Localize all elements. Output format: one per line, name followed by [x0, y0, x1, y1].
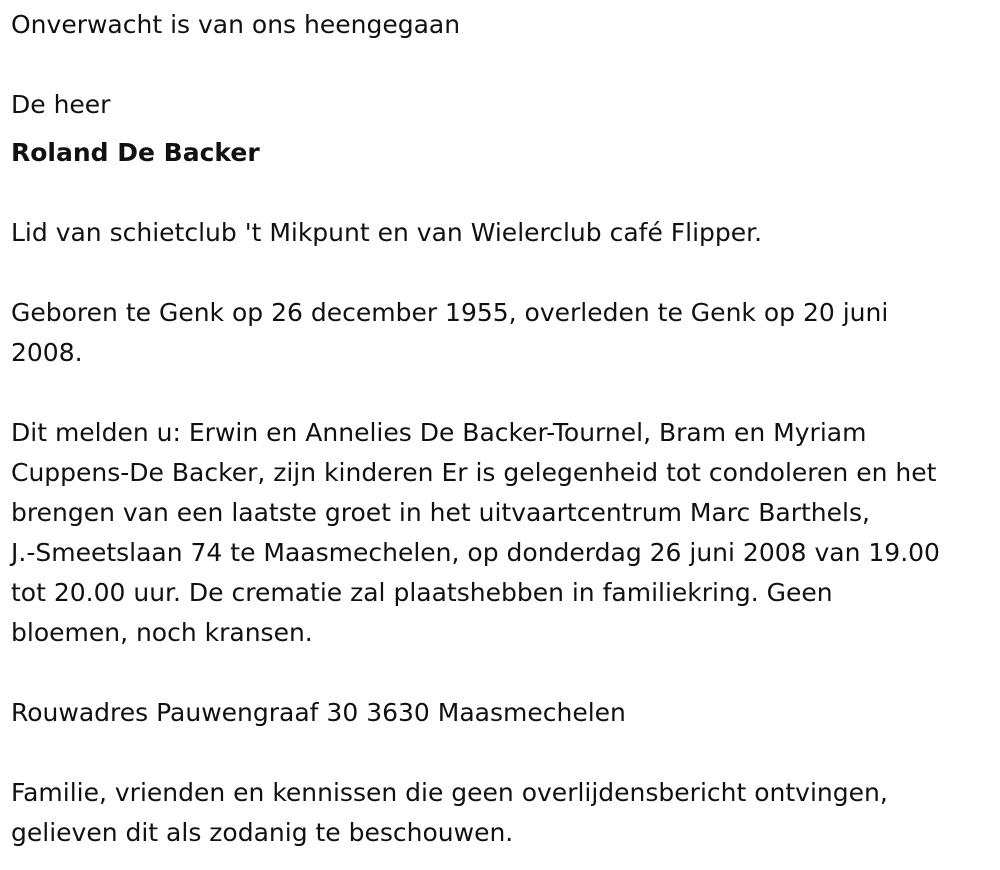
deceased-name: Roland De Backer — [11, 138, 260, 167]
paragraph-line: Geboren te Genk op 26 december 1955, overleden te Genk op 20 juni — [11, 298, 889, 327]
spacer — [11, 653, 993, 693]
salutation-text: De heer — [11, 90, 111, 119]
paragraph-line: tot 20.00 uur. De crematie zal plaatshebben in familiekring. Geen — [11, 578, 833, 607]
death-notice — [11, 5, 993, 853]
announcement-paragraph — [11, 413, 993, 653]
paragraph-line: 2008. — [11, 338, 83, 367]
spacer — [11, 733, 993, 773]
paragraph-line: Familie, vrienden en kennissen die geen overlijdensbericht ontvingen, — [11, 778, 888, 807]
paragraph-line: brengen van een laatste groet in het uitvaartcentrum Marc Barthels, — [11, 498, 870, 527]
paragraph-line: bloemen, noch kransen. — [11, 618, 313, 647]
paragraph-line: J.-Smeetslaan 74 te Maasmechelen, op donderdag 26 juni 2008 van 19.00 — [11, 538, 940, 567]
membership-text: Lid van schietclub 't Mikpunt en van Wielerclub café Flipper. — [11, 218, 763, 247]
mourning-address: Rouwadres Pauwengraaf 30 3630 Maasmechelen — [11, 698, 626, 727]
intro-text: Onverwacht is van ons heengegaan — [11, 10, 461, 39]
spacer — [11, 45, 993, 85]
birth-death-paragraph — [11, 293, 993, 373]
spacer — [11, 173, 993, 213]
spacer — [11, 253, 993, 293]
paragraph-line: Dit melden u: Erwin en Annelies De Backer-Tournel, Bram en Myriam — [11, 418, 867, 447]
closing-paragraph — [11, 773, 993, 853]
spacer — [11, 373, 993, 413]
paragraph-line: Cuppens-De Backer, zijn kinderen Er is gelegenheid tot condoleren en het — [11, 458, 937, 487]
paragraph-line: gelieven dit als zodanig te beschouwen. — [11, 818, 514, 847]
